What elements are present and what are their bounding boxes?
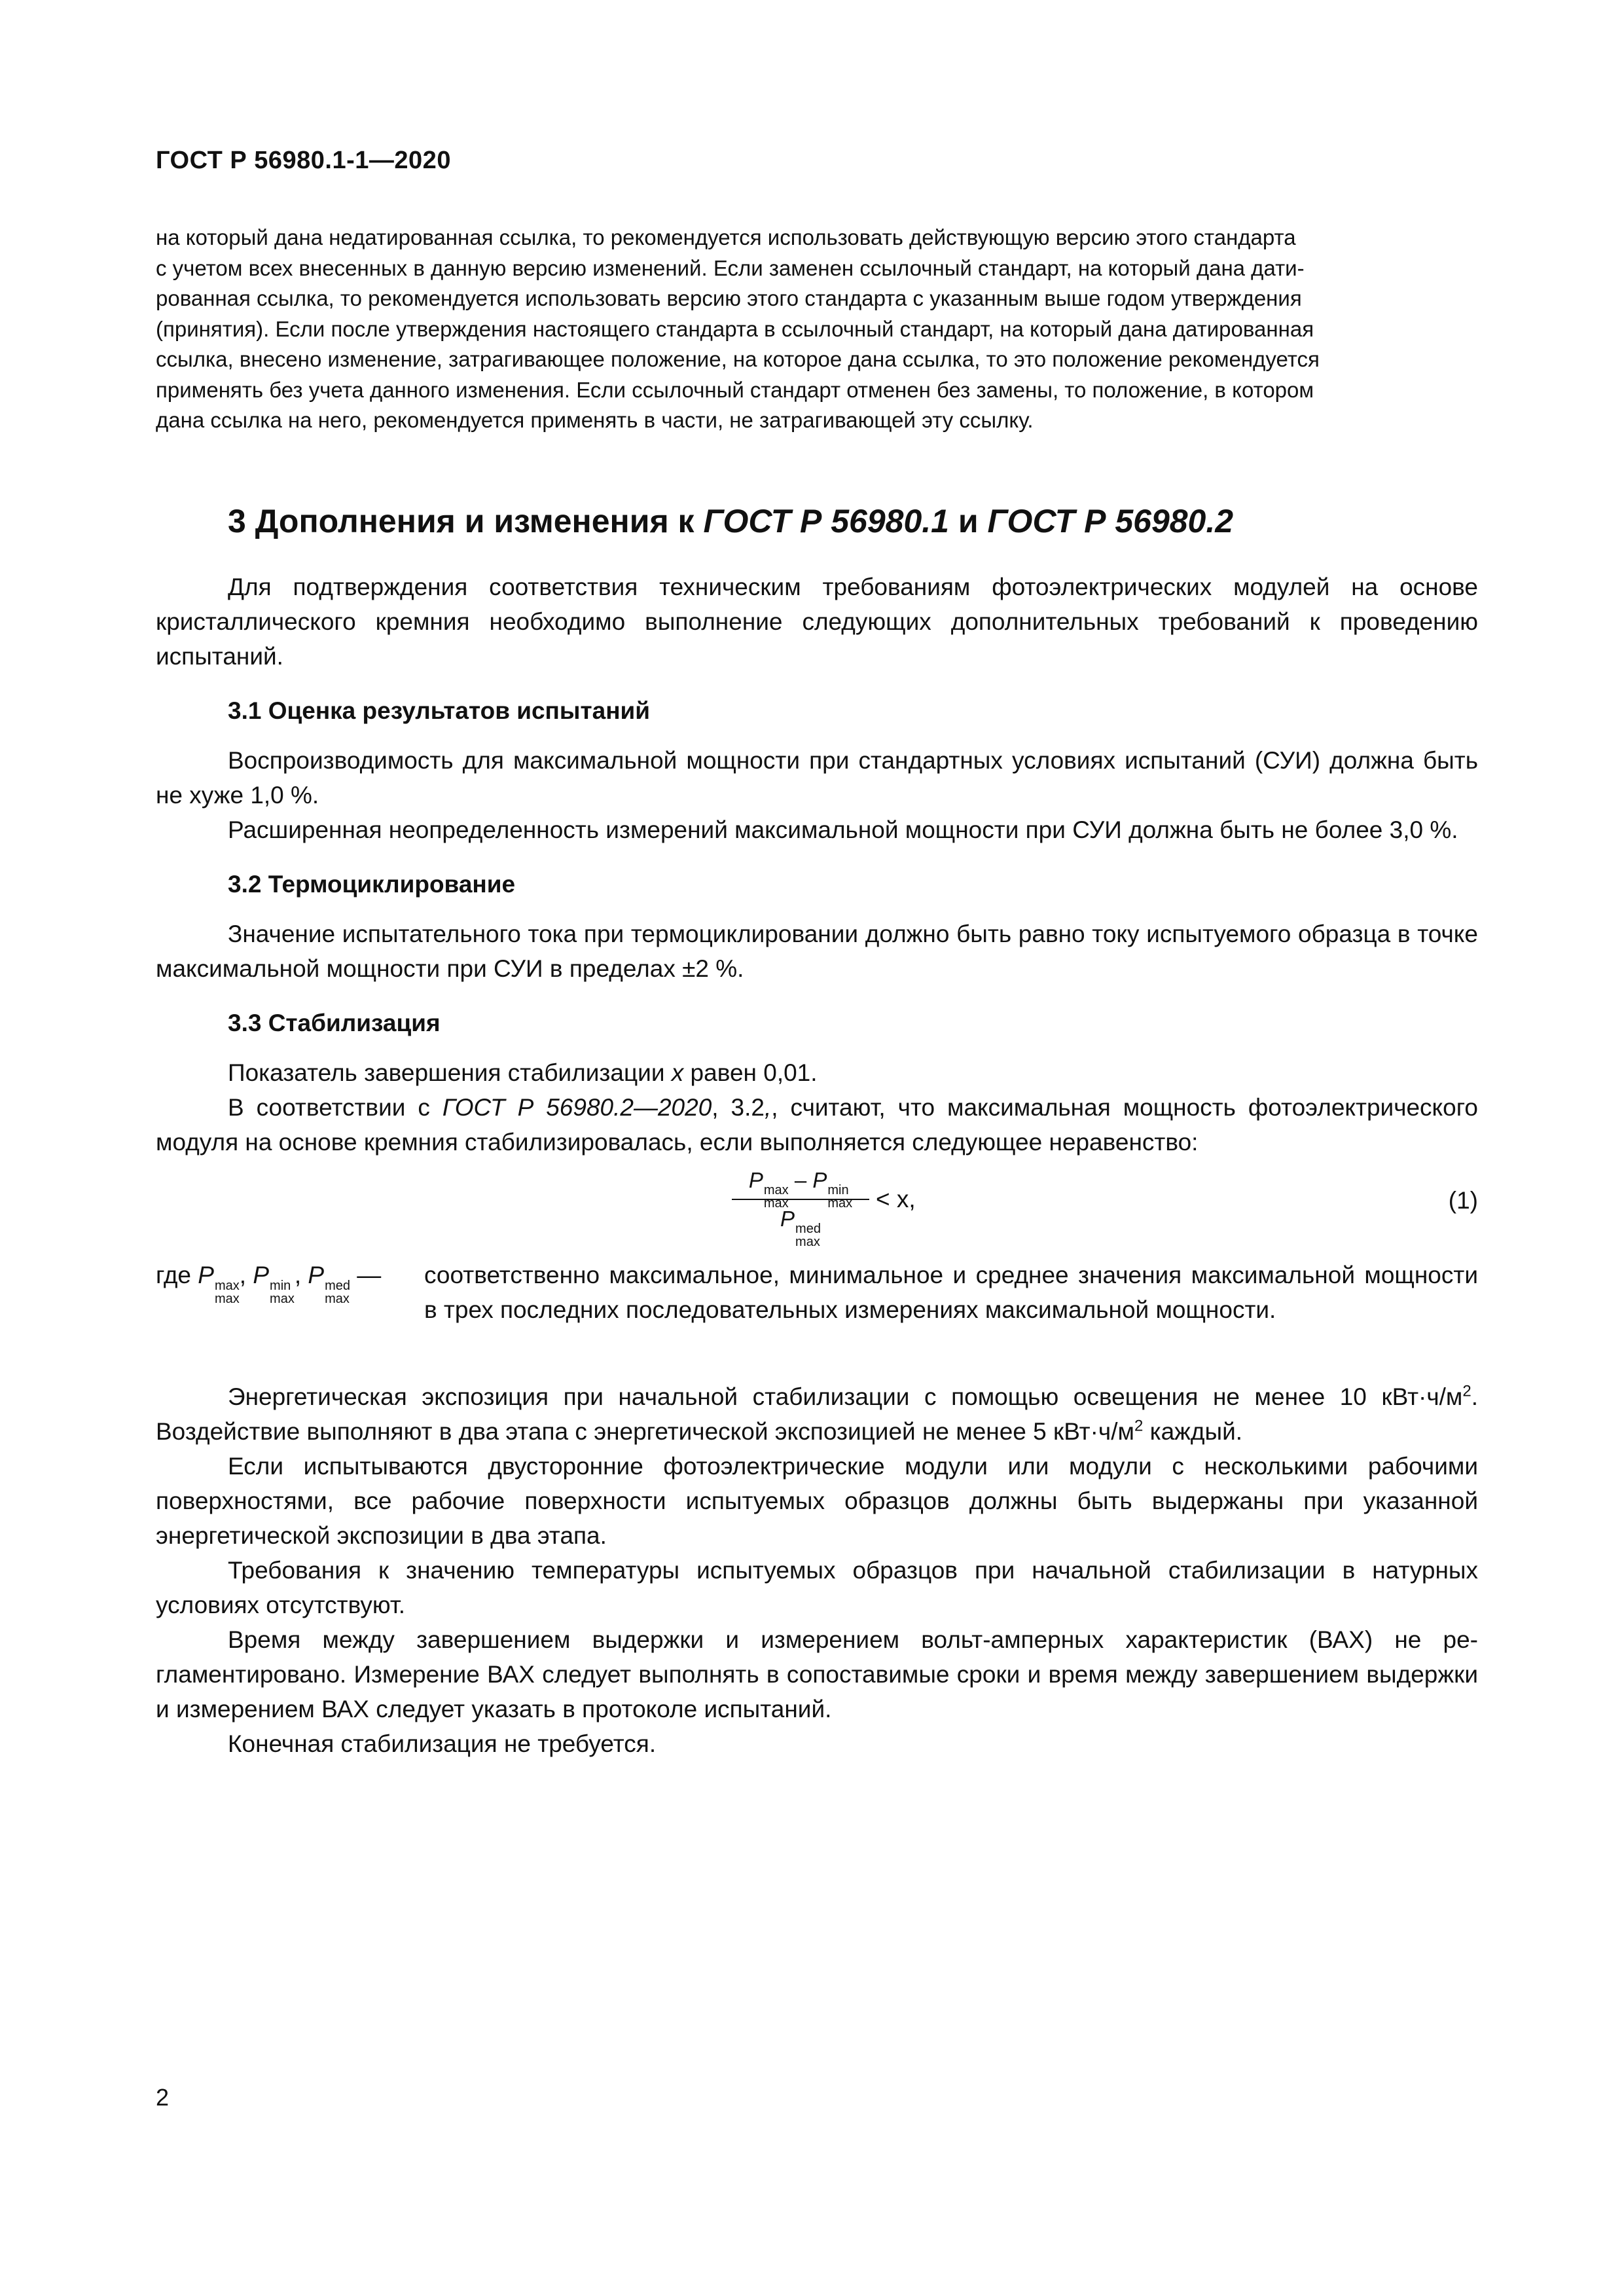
text-run: Показатель завершения стабилизации: [228, 1059, 672, 1086]
superscript: min: [827, 1182, 849, 1197]
intro-line: на который дана недатированная ссылка, то рекомендуется использовать действующую версию этого стандарта: [156, 225, 1296, 249]
page-header-doc-id: ГОСТ Р 56980.1-1—2020: [156, 147, 451, 174]
text-run: равен 0,01.: [683, 1059, 818, 1086]
symbol-p: P: [253, 1261, 270, 1288]
symbol-p: P: [748, 1167, 763, 1192]
text-run: ,: [764, 1093, 772, 1121]
subscript: max: [270, 1291, 295, 1306]
section-3-ref-1: ГОСТ Р 56980.1: [703, 502, 949, 539]
subsection-3-3-paragraph: Если испытываются двусторонние фотоэлектрические модули или модули с несколькими рабочими поверхностями, все рабочие поверхности испытуемых образцов должны быть выдержаны при указанной энергетической экспозиции в два этапа.: [156, 1452, 1478, 1549]
subsection-3-3-paragraph: Требования к значению температуры испытуемых образцов при начальной стабилизации в натурных условиях отсутствуют.: [156, 1556, 1478, 1618]
section-3-ref-2: ГОСТ Р 56980.2: [987, 502, 1234, 539]
dash: —: [357, 1261, 382, 1288]
page-number: 2: [156, 2084, 170, 2111]
superscript: med: [325, 1278, 350, 1293]
text-run: , считают, что максимальная мощность фотоэлектрического модуля на основе кремния стабилизировалась, если выполняется следующее неравенство:: [156, 1093, 1478, 1156]
subscript: max: [763, 1195, 789, 1211]
superscript: 2: [1134, 1417, 1144, 1435]
section-3-title: [228, 501, 1478, 541]
subscript: max: [827, 1195, 853, 1211]
formula-relation: < x,: [876, 1185, 916, 1212]
formula-1: [156, 1163, 1478, 1249]
text-run: . Воздействие выполняют в два этапа с энергетической экспозицией не менее 5 кВт·ч/м: [156, 1383, 1478, 1445]
section-3-intro: Для подтверждения соответствия техническим требованиям фотоэлектрических модулей на основе кристаллического кремния необходимо выполнение следующих дополнительных требований к проведению испытаний.: [156, 573, 1478, 670]
intro-line: применять без учета данного изменения. Если ссылочный стандарт отменен без замены, то положение, в котором: [156, 377, 1314, 402]
intro-line: дана ссылка на него, рекомендуется применять в части, не затрагивающей эту ссылку.: [156, 408, 1034, 432]
intro-paragraph: [156, 223, 1478, 436]
subscript: max: [795, 1234, 820, 1249]
section-3-body: [156, 570, 1478, 1761]
where-word: где: [156, 1261, 192, 1288]
page-content: [156, 223, 1478, 1761]
superscript: min: [270, 1278, 291, 1293]
superscript: med: [795, 1221, 821, 1236]
separator: ,: [294, 1261, 302, 1288]
symbol-p: P: [198, 1261, 214, 1288]
section-3-title-prefix: 3 Дополнения и изменения к: [228, 502, 704, 539]
subsection-3-3-paragraph: [156, 1055, 1478, 1090]
symbol-p: P: [812, 1167, 827, 1192]
subsection-3-3-paragraph: [156, 1090, 1478, 1159]
subsection-3-3-title: 3.3 Стабилизация: [228, 1009, 441, 1036]
formula-legend-description: соответственно максимальное, минимальное и среднее значения максимальной мощности в трех последних последовательных измерениях максимальной мощности.: [424, 1261, 1478, 1323]
intro-line: ссылка, внесено изменение, затрагивающее положение, на которое дана ссылка, то это положение рекомендуется: [156, 347, 1320, 371]
text-run: , 3.2: [712, 1093, 765, 1121]
intro-line: с учетом всех внесенных в данную версию изменений. Если заменен ссылочный стандарт, на который дана дати-: [156, 255, 1305, 280]
text-run: каждый.: [1143, 1417, 1243, 1445]
text-run: Энергетическая экспозиция при начальной стабилизации с помощью освещения не менее 10 кВт·ч/м: [228, 1383, 1463, 1410]
intro-line: рованная ссылка, то рекомендуется использовать версию этого стандарта с указанным выше годом утверждения: [156, 286, 1302, 310]
symbol-p: P: [780, 1206, 795, 1231]
formula-fraction: [732, 1163, 869, 1249]
subsection-3-1-paragraph: Воспроизводимость для максимальной мощности при стандартных условиях испытаний (СУИ) должна быть не хуже 1,0 %.: [156, 746, 1478, 809]
separator: ,: [239, 1261, 247, 1288]
subsection-3-1-title: 3.1 Оценка результатов испытаний: [228, 697, 651, 724]
superscript: max: [763, 1182, 789, 1197]
intro-line: (принятия). Если после утверждения настоящего стандарта в ссылочный стандарт, на который дана датированная: [156, 316, 1314, 341]
formula-number: (1): [1448, 1186, 1478, 1214]
subsection-3-3-paragraph: Время между завершением выдержки и измерением вольт-амперных характеристик (ВАХ) не регламентировано. Измерение ВАХ следует выполнять в сопоставимые сроки и время между завершением выдержки и измерением ВАХ следует указать в протоколе испытаний.: [156, 1626, 1478, 1722]
subsection-3-2-title: 3.2 Термоциклирование: [228, 870, 516, 898]
section-3-title-and: и: [949, 502, 988, 539]
subscript: max: [325, 1291, 350, 1306]
subsection-3-3-paragraph: [156, 1379, 1478, 1449]
superscript: max: [214, 1278, 240, 1293]
subsection-3-2-paragraph: Значение испытательного тока при термоциклировании должно быть равно току испытуемого образца в точке максимальной мощности при СУИ в пределах ±2 %.: [156, 920, 1478, 982]
formula-legend-symbols: [156, 1258, 381, 1305]
subsection-3-3-paragraph: Конечная стабилизация не требуется.: [228, 1730, 657, 1757]
subsection-3-1-paragraph: Расширенная неопределенность измерений максимальной мощности при СУИ должна быть не более 3,0 %.: [228, 816, 1458, 843]
text-run: В соответствии с: [228, 1093, 442, 1121]
formula-numerator: [732, 1163, 869, 1211]
superscript: 2: [1462, 1382, 1471, 1400]
formula-legend: [156, 1258, 1478, 1327]
subscript: max: [214, 1291, 240, 1306]
minus-sign: –: [794, 1167, 807, 1192]
standard-reference: ГОСТ Р 56980.2—2020: [442, 1093, 712, 1121]
symbol-p: P: [308, 1261, 325, 1288]
variable-x: x: [671, 1059, 684, 1086]
